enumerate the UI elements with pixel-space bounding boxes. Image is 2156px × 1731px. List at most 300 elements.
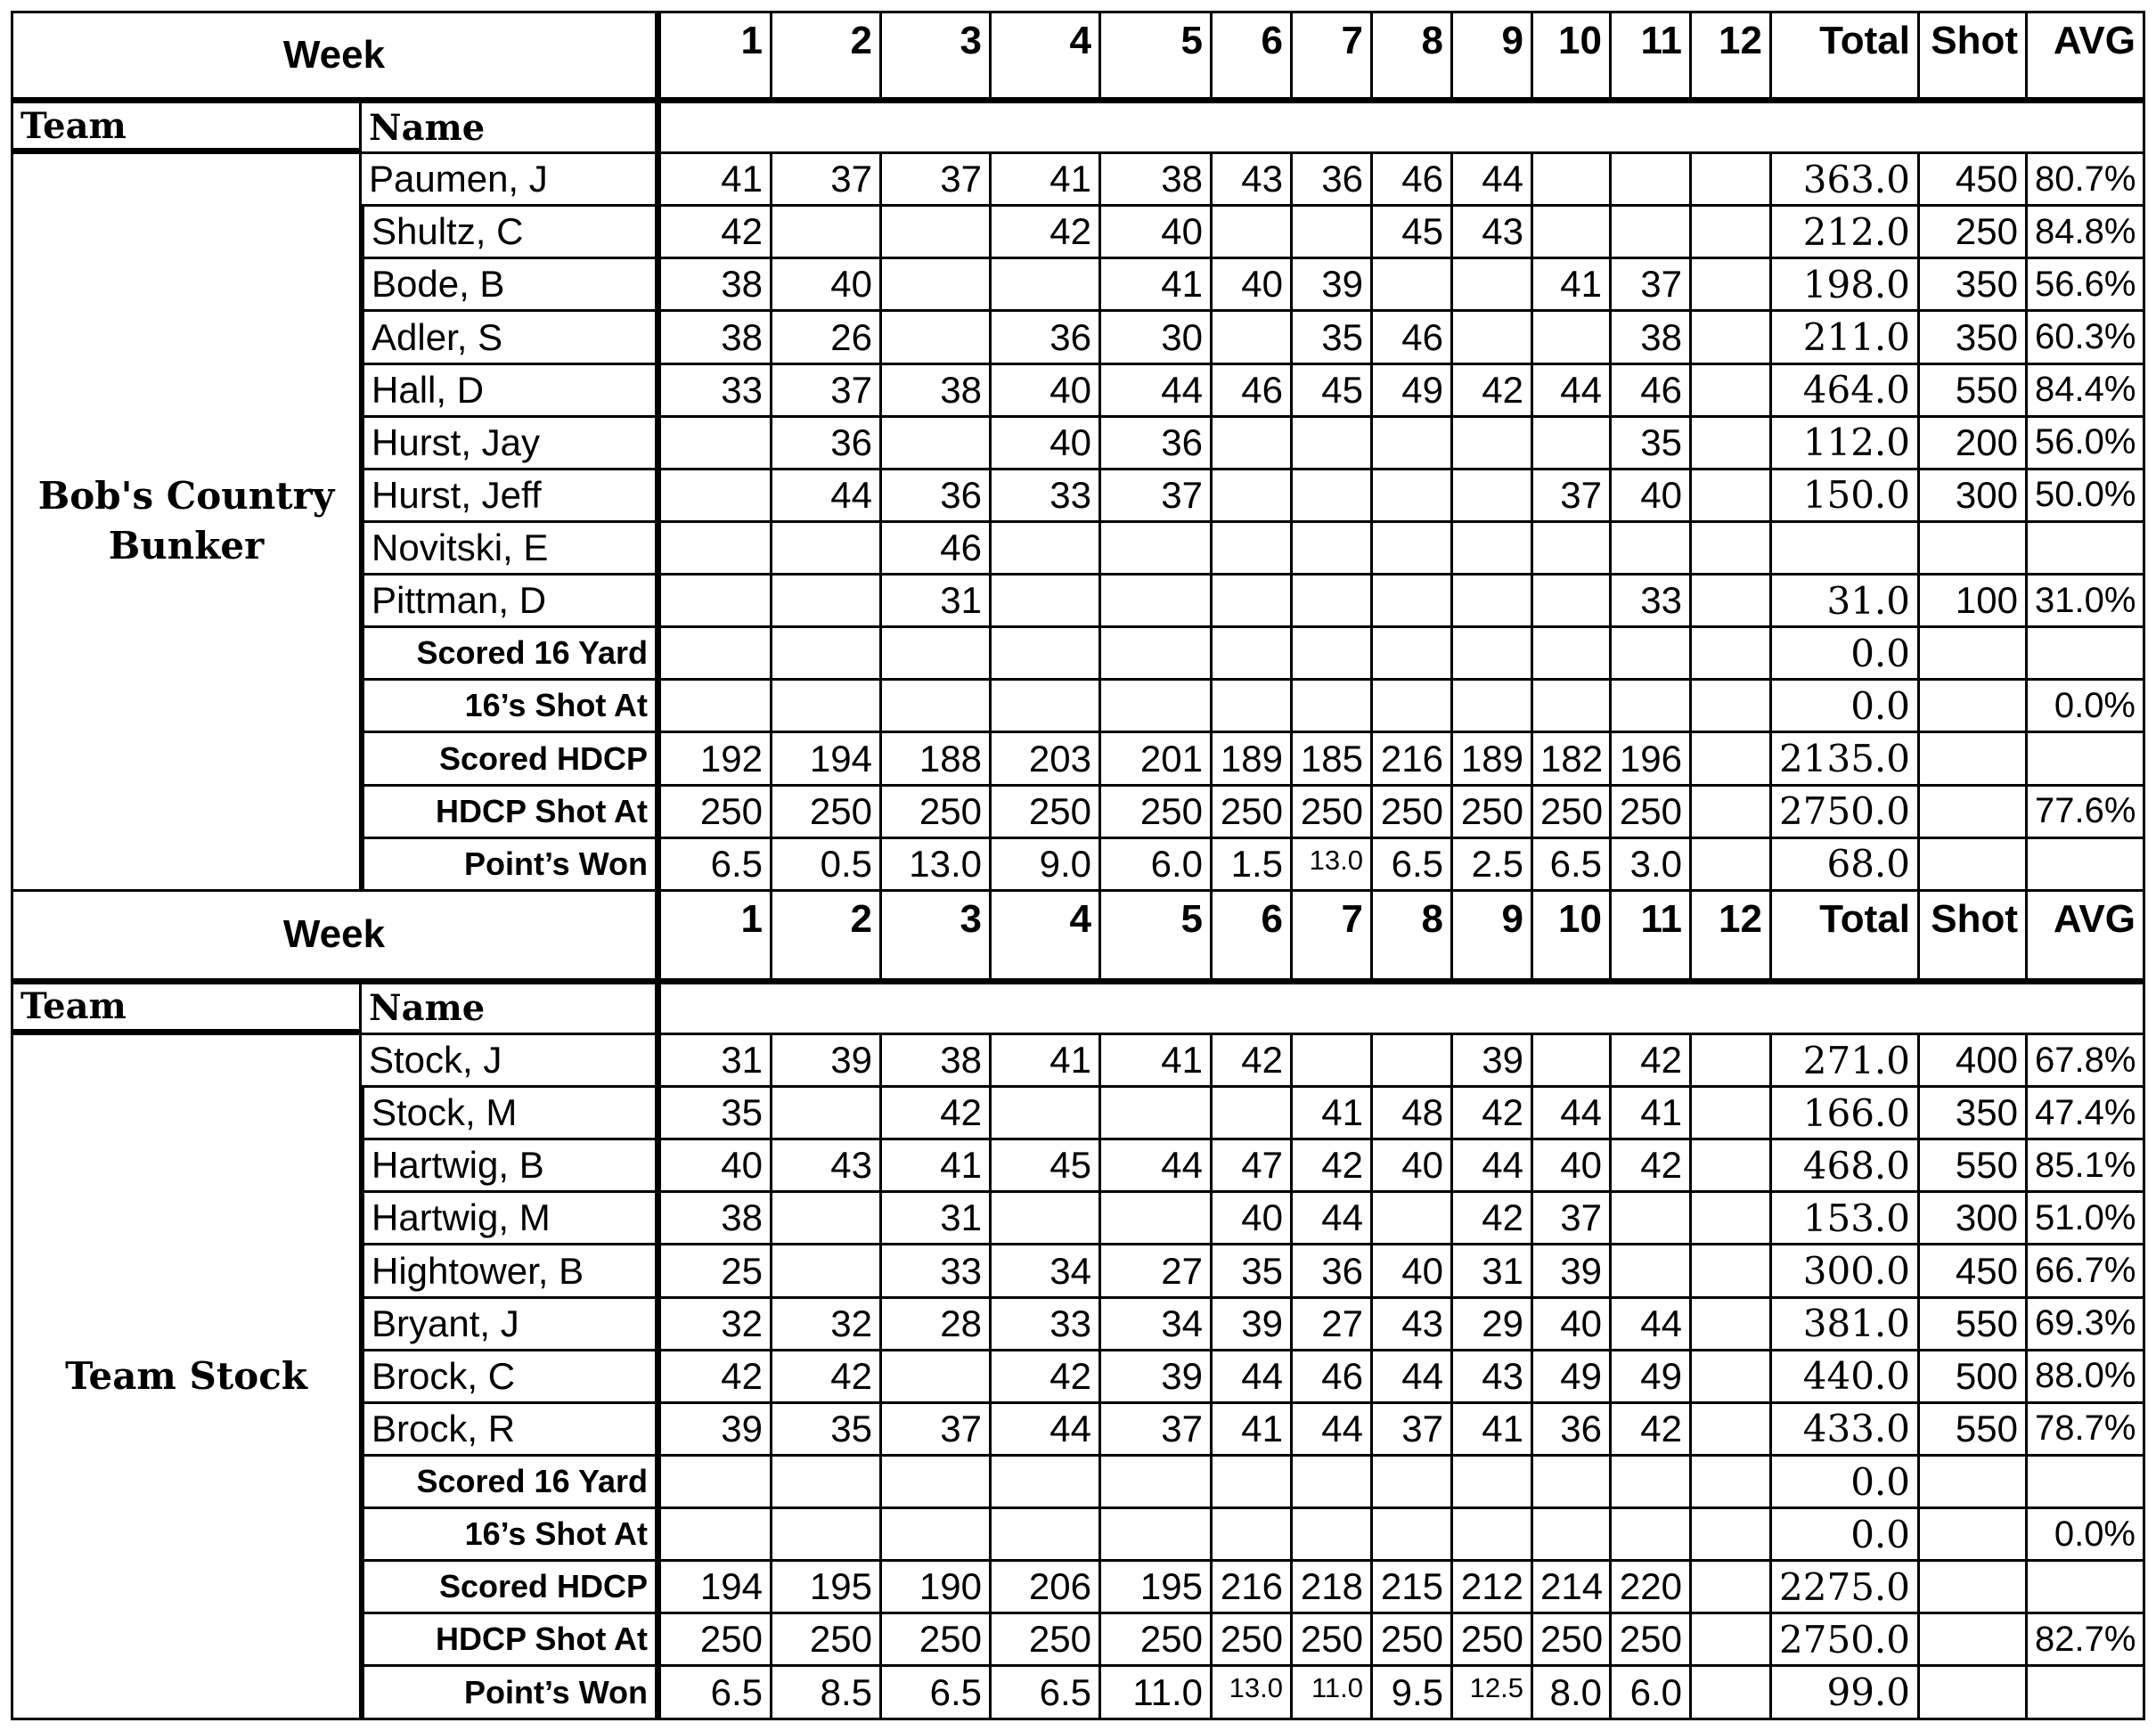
summary-shot <box>1920 839 2028 892</box>
player-total: 300.0 <box>1772 1245 1920 1298</box>
week-score: 43 <box>1453 207 1533 259</box>
week-score <box>1373 1035 1453 1088</box>
summary-week-value: 250 <box>1101 1614 1213 1667</box>
week-score: 40 <box>1213 1193 1293 1245</box>
summary-week-value: 218 <box>1293 1562 1373 1614</box>
week-score: 49 <box>1373 365 1453 418</box>
week-score: 36 <box>772 418 882 470</box>
week-score: 41 <box>661 154 772 207</box>
summary-week-value: 250 <box>1293 1614 1373 1667</box>
week-score <box>1373 576 1453 628</box>
player-name: Adler, S <box>362 312 661 364</box>
summary-week-value <box>772 681 882 733</box>
summary-week-value: 220 <box>1612 1562 1692 1614</box>
summary-label: 16’s Shot At <box>362 1509 661 1562</box>
week-score: 43 <box>772 1140 882 1193</box>
summary-label: Scored 16 Yard <box>362 628 661 681</box>
player-name: Hurst, Jeff <box>362 470 661 523</box>
week-score <box>1453 523 1533 576</box>
summary-week-value: 196 <box>1612 733 1692 786</box>
week-score <box>1692 1404 1772 1457</box>
week-score: 33 <box>661 365 772 418</box>
week-score <box>1692 523 1772 576</box>
week-number-8: 8 <box>1373 11 1453 103</box>
week-score: 36 <box>882 470 992 523</box>
summary-total: 2750.0 <box>1772 1614 1920 1667</box>
summary-week-value <box>1692 1509 1772 1562</box>
summary-avg: 77.6% <box>2028 787 2145 839</box>
player-total: 381.0 <box>1772 1299 1920 1351</box>
summary-week-value <box>772 1457 882 1509</box>
summary-week-value <box>1373 1509 1453 1562</box>
week-score <box>1612 1245 1692 1298</box>
week-score: 44 <box>1293 1404 1373 1457</box>
week-score: 44 <box>1533 365 1612 418</box>
player-shot: 550 <box>1920 365 2028 418</box>
summary-week-value: 6.5 <box>1533 839 1612 892</box>
week-score <box>1373 259 1453 312</box>
week-score: 42 <box>1612 1404 1692 1457</box>
player-avg: 50.0% <box>2028 470 2145 523</box>
week-score <box>1101 1193 1213 1245</box>
week-score <box>882 418 992 470</box>
summary-week-value: 6.5 <box>992 1667 1101 1720</box>
summary-label: HDCP Shot At <box>362 1614 661 1667</box>
summary-week-value: 190 <box>882 1562 992 1614</box>
week-score: 41 <box>1453 1404 1533 1457</box>
summary-week-value <box>1533 681 1612 733</box>
player-total: 150.0 <box>1772 470 1920 523</box>
summary-week-value <box>1101 1457 1213 1509</box>
summary-total: 0.0 <box>1772 1457 1920 1509</box>
player-avg: 60.3% <box>2028 312 2145 364</box>
week-score: 40 <box>1612 470 1692 523</box>
summary-total: 99.0 <box>1772 1667 1920 1720</box>
week-score <box>1101 576 1213 628</box>
player-shot: 450 <box>1920 1245 2028 1298</box>
week-score <box>1213 576 1293 628</box>
week-score <box>882 312 992 364</box>
week-score: 41 <box>1101 259 1213 312</box>
summary-week-value: 185 <box>1293 733 1373 786</box>
week-score: 27 <box>1293 1299 1373 1351</box>
summary-week-value <box>992 628 1101 681</box>
week-score <box>1213 523 1293 576</box>
summary-total: 0.0 <box>1772 628 1920 681</box>
week-score <box>772 1193 882 1245</box>
week-score: 37 <box>882 154 992 207</box>
player-avg: 84.4% <box>2028 365 2145 418</box>
week-score: 45 <box>1293 365 1373 418</box>
summary-week-value <box>1373 628 1453 681</box>
week-number-7: 7 <box>1293 892 1373 984</box>
week-score: 36 <box>1293 154 1373 207</box>
week-score: 40 <box>992 365 1101 418</box>
week-score <box>772 207 882 259</box>
week-score <box>1453 418 1533 470</box>
summary-avg: 0.0% <box>2028 681 2145 733</box>
summary-week-value <box>1612 628 1692 681</box>
player-name: Paumen, J <box>362 154 661 207</box>
summary-week-value: 250 <box>1373 1614 1453 1667</box>
summary-total: 2275.0 <box>1772 1562 1920 1614</box>
name-column-label: Name <box>362 103 661 154</box>
player-name: Stock, J <box>362 1035 661 1088</box>
week-score <box>1293 470 1373 523</box>
player-avg: 88.0% <box>2028 1351 2145 1404</box>
summary-week-value <box>1692 681 1772 733</box>
week-number-5: 5 <box>1101 892 1213 984</box>
summary-week-value: 201 <box>1101 733 1213 786</box>
summary-week-value: 195 <box>772 1562 882 1614</box>
summary-week-value: 182 <box>1533 733 1612 786</box>
player-shot: 350 <box>1920 1088 2028 1140</box>
week-score <box>1612 207 1692 259</box>
player-shot <box>1920 523 2028 576</box>
week-number-1: 1 <box>661 11 772 103</box>
week-score: 41 <box>1213 1404 1293 1457</box>
player-name: Brock, C <box>362 1351 661 1404</box>
player-total: 433.0 <box>1772 1404 1920 1457</box>
week-score <box>1692 418 1772 470</box>
summary-week-value <box>1533 628 1612 681</box>
week-score <box>1213 312 1293 364</box>
week-score <box>1213 470 1293 523</box>
week-score <box>1692 1245 1772 1298</box>
week-score <box>1213 418 1293 470</box>
player-shot: 450 <box>1920 154 2028 207</box>
summary-week-value <box>1293 681 1373 733</box>
summary-week-value <box>1453 1457 1533 1509</box>
summary-week-value <box>661 1509 772 1562</box>
summary-week-value <box>1692 839 1772 892</box>
summary-week-value <box>1293 1509 1373 1562</box>
week-score: 40 <box>992 418 1101 470</box>
player-shot: 400 <box>1920 1035 2028 1088</box>
week-score <box>1533 523 1612 576</box>
week-score: 46 <box>1373 312 1453 364</box>
summary-week-value <box>1453 681 1533 733</box>
week-score: 38 <box>661 312 772 364</box>
summary-week-value <box>1692 1667 1772 1720</box>
week-score <box>1533 312 1612 364</box>
player-shot: 300 <box>1920 470 2028 523</box>
player-shot: 100 <box>1920 576 2028 628</box>
week-score: 31 <box>1453 1245 1533 1298</box>
week-score: 28 <box>882 1299 992 1351</box>
week-score <box>1533 207 1612 259</box>
summary-week-value: 250 <box>1453 1614 1533 1667</box>
week-number-12: 12 <box>1692 11 1772 103</box>
player-avg: 69.3% <box>2028 1299 2145 1351</box>
week-score <box>1373 1193 1453 1245</box>
player-avg: 56.6% <box>2028 259 2145 312</box>
week-score: 37 <box>1533 1193 1612 1245</box>
week-number-3: 3 <box>882 11 992 103</box>
week-score: 37 <box>1612 259 1692 312</box>
week-score <box>1293 576 1373 628</box>
week-number-10: 10 <box>1533 11 1612 103</box>
summary-week-value: 1.5 <box>1213 839 1293 892</box>
summary-week-value <box>1213 1509 1293 1562</box>
week-score <box>882 207 992 259</box>
week-score: 39 <box>772 1035 882 1088</box>
player-total: 166.0 <box>1772 1088 1920 1140</box>
week-score <box>1453 470 1533 523</box>
summary-week-value: 206 <box>992 1562 1101 1614</box>
week-score: 42 <box>1612 1140 1692 1193</box>
week-score <box>772 523 882 576</box>
summary-label: 16’s Shot At <box>362 681 661 733</box>
week-score: 41 <box>1612 1088 1692 1140</box>
week-score: 37 <box>772 365 882 418</box>
week-score: 33 <box>992 1299 1101 1351</box>
summary-week-value <box>1692 1457 1772 1509</box>
week-score: 39 <box>1533 1245 1612 1298</box>
player-name: Shultz, C <box>362 207 661 259</box>
week-score <box>1101 523 1213 576</box>
week-score: 37 <box>1373 1404 1453 1457</box>
summary-week-value: 8.0 <box>1533 1667 1612 1720</box>
summary-week-value: 8.5 <box>772 1667 882 1720</box>
week-score: 31 <box>661 1035 772 1088</box>
summary-week-value <box>1101 681 1213 733</box>
summary-avg <box>2028 839 2145 892</box>
week-score: 38 <box>1612 312 1692 364</box>
week-score: 40 <box>1373 1245 1453 1298</box>
shot-header: Shot <box>1920 11 2028 103</box>
week-number-8: 8 <box>1373 892 1453 984</box>
week-score <box>1533 1035 1612 1088</box>
week-score <box>1293 418 1373 470</box>
player-total <box>1772 523 1920 576</box>
week-score: 39 <box>1213 1299 1293 1351</box>
week-score <box>1453 576 1533 628</box>
team-name-label-row <box>11 103 2145 154</box>
player-name: Hartwig, B <box>362 1140 661 1193</box>
week-score: 43 <box>1373 1299 1453 1351</box>
player-avg: 56.0% <box>2028 418 2145 470</box>
summary-week-value: 215 <box>1373 1562 1453 1614</box>
player-total: 468.0 <box>1772 1140 1920 1193</box>
summary-week-value: 203 <box>992 733 1101 786</box>
week-score: 35 <box>772 1404 882 1457</box>
summary-week-value: 189 <box>1213 733 1293 786</box>
summary-week-value: 2.5 <box>1453 839 1533 892</box>
week-score: 42 <box>1213 1035 1293 1088</box>
week-number-2: 2 <box>772 11 882 103</box>
week-score <box>1293 523 1373 576</box>
summary-week-value: 216 <box>1213 1562 1293 1614</box>
player-total: 198.0 <box>1772 259 1920 312</box>
week-number-3: 3 <box>882 892 992 984</box>
player-avg: 80.7% <box>2028 154 2145 207</box>
week-score: 36 <box>992 312 1101 364</box>
week-score: 38 <box>1101 154 1213 207</box>
summary-week-value: 250 <box>1101 787 1213 839</box>
player-avg: 78.7% <box>2028 1404 2145 1457</box>
summary-label: Scored HDCP <box>362 733 661 786</box>
week-score <box>1533 154 1612 207</box>
week-score: 42 <box>992 1351 1101 1404</box>
week-score: 44 <box>1293 1193 1373 1245</box>
player-total: 31.0 <box>1772 576 1920 628</box>
week-score: 36 <box>1533 1404 1612 1457</box>
week-score: 32 <box>661 1299 772 1351</box>
week-score <box>1213 207 1293 259</box>
week-score: 38 <box>882 365 992 418</box>
week-score <box>1692 1140 1772 1193</box>
summary-week-value: 6.5 <box>882 1667 992 1720</box>
summary-week-value <box>1612 681 1692 733</box>
player-shot: 200 <box>1920 418 2028 470</box>
week-score: 27 <box>1101 1245 1213 1298</box>
week-score: 42 <box>992 207 1101 259</box>
week-score <box>772 576 882 628</box>
summary-week-value <box>1692 628 1772 681</box>
week-score: 44 <box>1101 365 1213 418</box>
week-score <box>1293 1035 1373 1088</box>
week-score: 40 <box>772 259 882 312</box>
summary-shot <box>1920 1667 2028 1720</box>
week-score: 46 <box>1612 365 1692 418</box>
player-total: 363.0 <box>1772 154 1920 207</box>
week-score: 44 <box>1533 1088 1612 1140</box>
week-score <box>1612 1193 1692 1245</box>
player-name: Brock, R <box>362 1404 661 1457</box>
summary-shot <box>1920 628 2028 681</box>
player-total: 464.0 <box>1772 365 1920 418</box>
week-score: 40 <box>1533 1299 1612 1351</box>
week-header-row <box>11 11 2145 103</box>
player-name: Hightower, B <box>362 1245 661 1298</box>
score-table <box>11 11 2145 1720</box>
week-score <box>661 523 772 576</box>
summary-week-value <box>1213 681 1293 733</box>
summary-week-value <box>882 681 992 733</box>
summary-week-value <box>1453 628 1533 681</box>
team-name-label-row <box>11 984 2145 1035</box>
week-number-10: 10 <box>1533 892 1612 984</box>
summary-week-value: 12.5 <box>1453 1667 1533 1720</box>
summary-week-value: 250 <box>992 787 1101 839</box>
week-score: 46 <box>1373 154 1453 207</box>
player-name: Hall, D <box>362 365 661 418</box>
week-score <box>1213 1088 1293 1140</box>
shot-header: Shot <box>1920 892 2028 984</box>
week-score: 39 <box>1293 259 1373 312</box>
summary-week-value: 250 <box>882 787 992 839</box>
week-score: 37 <box>1101 470 1213 523</box>
summary-avg <box>2028 1667 2145 1720</box>
player-name: Stock, M <box>362 1088 661 1140</box>
summary-week-value <box>1453 1509 1533 1562</box>
summary-week-value <box>1612 1509 1692 1562</box>
week-score <box>1453 259 1533 312</box>
week-score: 40 <box>1373 1140 1453 1193</box>
summary-week-value: 250 <box>772 1614 882 1667</box>
player-shot: 250 <box>1920 207 2028 259</box>
week-number-4: 4 <box>992 892 1101 984</box>
week-score: 40 <box>1101 207 1213 259</box>
week-score <box>1692 1088 1772 1140</box>
total-header: Total <box>1772 11 1920 103</box>
week-score: 41 <box>1293 1088 1373 1140</box>
summary-week-value: 192 <box>661 733 772 786</box>
week-score: 44 <box>992 1404 1101 1457</box>
player-shot: 550 <box>1920 1404 2028 1457</box>
summary-week-value: 250 <box>661 787 772 839</box>
week-score <box>1533 418 1612 470</box>
week-score: 49 <box>1612 1351 1692 1404</box>
week-score <box>1692 470 1772 523</box>
summary-week-value: 216 <box>1373 733 1453 786</box>
week-score <box>992 576 1101 628</box>
week-score: 26 <box>772 312 882 364</box>
summary-week-value <box>661 1457 772 1509</box>
week-score: 42 <box>1453 1193 1533 1245</box>
summary-shot <box>1920 1509 2028 1562</box>
week-score <box>1692 312 1772 364</box>
week-number-1: 1 <box>661 892 772 984</box>
summary-week-value: 188 <box>882 733 992 786</box>
summary-week-value: 6.0 <box>1612 1667 1692 1720</box>
week-number-6: 6 <box>1213 11 1293 103</box>
summary-week-value: 250 <box>1533 787 1612 839</box>
week-score: 42 <box>1293 1140 1373 1193</box>
week-number-2: 2 <box>772 892 882 984</box>
player-avg: 66.7% <box>2028 1245 2145 1298</box>
week-score <box>772 1088 882 1140</box>
week-score: 41 <box>882 1140 992 1193</box>
summary-shot <box>1920 681 2028 733</box>
week-number-5: 5 <box>1101 11 1213 103</box>
summary-label: Scored 16 Yard <box>362 1457 661 1509</box>
week-score: 37 <box>1533 470 1612 523</box>
week-score <box>1692 1351 1772 1404</box>
summary-week-value: 250 <box>1612 787 1692 839</box>
summary-shot <box>1920 1614 2028 1667</box>
week-score: 35 <box>1612 418 1692 470</box>
summary-shot <box>1920 1457 2028 1509</box>
summary-week-value: 189 <box>1453 733 1533 786</box>
week-score: 33 <box>882 1245 992 1298</box>
summary-week-value <box>1533 1457 1612 1509</box>
week-score: 49 <box>1533 1351 1612 1404</box>
summary-week-value <box>992 681 1101 733</box>
week-score <box>772 1245 882 1298</box>
total-header: Total <box>1772 892 1920 984</box>
team-column-label: Team <box>11 103 362 154</box>
week-score: 31 <box>882 576 992 628</box>
week-score: 25 <box>661 1245 772 1298</box>
player-avg: 47.4% <box>2028 1088 2145 1140</box>
week-score <box>1692 365 1772 418</box>
summary-label: Point’s Won <box>362 839 661 892</box>
week-score: 37 <box>1101 1404 1213 1457</box>
week-score <box>1692 259 1772 312</box>
week-score: 44 <box>1453 1140 1533 1193</box>
week-score: 30 <box>1101 312 1213 364</box>
summary-week-value: 250 <box>1612 1614 1692 1667</box>
player-name: Pittman, D <box>362 576 661 628</box>
week-score: 35 <box>1293 312 1373 364</box>
summary-week-value: 194 <box>772 733 882 786</box>
summary-week-value <box>772 628 882 681</box>
summary-week-value: 6.5 <box>1373 839 1453 892</box>
summary-total: 68.0 <box>1772 839 1920 892</box>
week-score: 37 <box>772 154 882 207</box>
